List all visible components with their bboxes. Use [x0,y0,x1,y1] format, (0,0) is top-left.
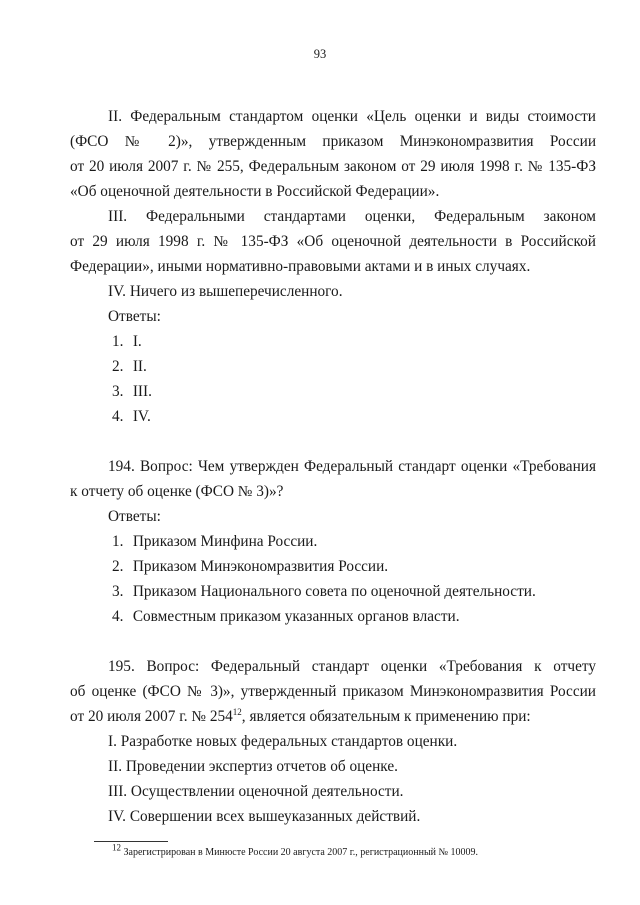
answer-item: 2. Приказом Минэкономразвития России. [112,558,389,575]
answer-item: 2. II. [112,358,147,375]
text-line: от 29 июля 1998 г. № 135-ФЗ «Об оценочной деятельности в Российской [70,233,596,250]
footnote-divider [94,841,168,842]
footnote [112,842,479,858]
answers-label: Ответы: [108,308,161,325]
question-text: к отчету об оценке (ФСО № 3)»? [70,483,284,500]
answer-item: 1. Приказом Минфина России. [112,533,318,550]
question-text: 194. Вопрос: Чем утвержден Федеральный стандарт оценки «Требования [108,458,596,475]
question-text: 195. Вопрос: Федеральный стандарт оценки «Требования к отчету [108,658,596,675]
text-line: Федерации», иными нормативно-правовыми актами и в иных случаях. [70,258,531,275]
answers-label: Ответы: [108,508,161,525]
option-item: I. Разработке новых федеральных стандартов оценки. [108,733,458,750]
footnote-reference: 12 [232,706,242,717]
option-item: III. Осуществлении оценочной деятельности. [108,783,404,800]
question-text: об оценке (ФСО № 3)», утвержденный приказом Минэкономразвития России [70,683,596,700]
text-line: (ФСО № 2)», утвержденным приказом Минэкономразвития России [70,133,596,150]
question-text: от 20 июля 2007 г. № $254^{12}$, является обязательным к применению при: [70,706,531,725]
option-item: IV. Совершении всех вышеуказанных действий. [108,808,421,825]
answer-item: 3. Приказом Национального совета по оценочной деятельности. [112,583,536,600]
footnote-mark: 12 [112,842,121,853]
text-line: от 20 июля 2007 г. № 255, Федеральным законом от 29 июля 1998 г. № 135-ФЗ [70,158,596,175]
option-item: II. Проведении экспертиз отчетов об оценке. [108,758,398,775]
text-line: «Об оценочной деятельности в Российской Федерации». [70,183,440,200]
page-number: 93 [313,47,327,61]
answer-item: 4. IV. [112,408,151,425]
footnote-text: Зарегистрирован в Минюсте России 20 августа 2007 г., регистрационный № 10009. [121,847,479,858]
paragraph-iv: IV. Ничего из вышеперечисленного. [108,283,343,300]
answer-item: 1. I. [112,333,142,350]
answer-item: 3. III. [112,383,152,400]
text-line: II. Федеральным стандартом оценки «Цель оценки и виды стоимости [108,108,596,125]
text-line: III. Федеральными стандартами оценки, Федеральным законом [108,208,596,225]
answer-item: 4. Совместным приказом указанных органов власти. [112,608,460,625]
